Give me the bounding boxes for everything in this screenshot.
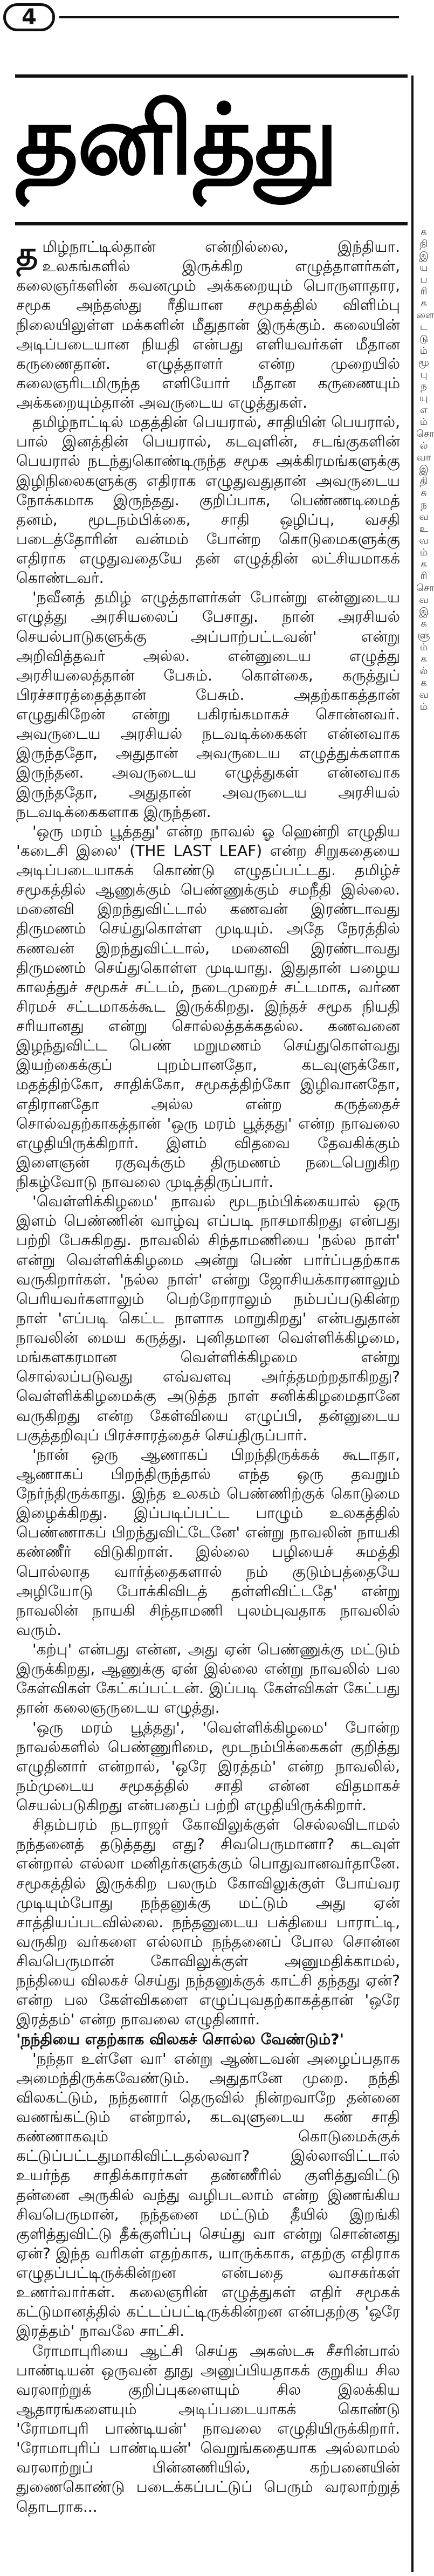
paragraph: 'நந்தா உள்ளே வா' என்று ஆண்டவன் அழைப்பதாக அமைந்திருக்கவேண்டும். அதுதானே முறை. நந்தி விலகட்டும், நந்தனார் தெருவில் நின்றவாறே தன்னை வணங்கட்டும் என்றால், கடவுளுடைய கண் சாதி கண்ணாகவும் கொடுமைக்குக் கட்டுப்பட்டதுமாகிவிட்டதல்லவா? இல்லாவிட்டால் உயர்ந்த சாதிக்காரர்கள் தண்ணீரில் குளித்துவிட்டு தன்னை அருகில் வந்து வழிபடலாம் என்ற இணங்கிய சிவபெருமான், நந்தனை மட்டும் தீயில் இறங்கி குளித்துவிட்டு தீக்குளிப்பு செய்து வா என்று சொன்னது ஏன்? இந்த வரிகள் எதற்காக, யாருக்காக, எதற்கு எதிராக எழுதப்பட்டிருக்கின்றன என்பதை வாசகர்கள் உணர்வார்கள். கலைஞரின் எழுத்துகள் எதிர் சமூகக் கட்டுமானத்தில் கட்டப்பட்டிருக்கின்றன என்பதற்கு 'ஒரே இரத்தம்' நாவலே சாட்சி. (16, 2049, 400, 2340)
column-divider (411, 75, 414, 2572)
paragraph: 'கற்பு' என்பது என்ன, அது ஏன் பெண்ணுக்கு மட்டும் இருக்கிறது, ஆணுக்கு ஏன் இல்லை என்று நாவலில் பல கேள்விகள் கேட்கப்பட்டன். இப்படி கேள்விகள் கேட்பது தான் கலைஞருடைய எழுத்து. (16, 1640, 400, 1717)
paragraph-text: மிழ்நாட்டில்தான் என்றில்லை, இந்தியா. உலகங்களில் இருக்கிற எழுத்தாளர்கள், கலைஞர்களின் கவனமும் அக்கறையும் பொருளாதார, சமூக அந்தஸ்து ரீதியான சமூகத்தில் விளிம்பு நிலையிலுள்ள மக்களின் மீதுதான் இருக்கும். கலையின் அடிப்படையான நியதி என்பது எளியவர்கள் மீதான கருணைதான். எழுத்தாளர் என்ற முறையில் கலைஞரிடமிருந்த எளியோர் மீதான கருணையும் அக்கறையும்தான் அவருடைய எழுத்துகள். (16, 238, 400, 411)
headline: தனித்து (15, 84, 337, 196)
paragraph: தமிழ்நாட்டில் மதத்தின் பெயரால், சாதியின் பெயரால், பால் இனத்தின் பெயரால், கடவுளின், சடங்குகளின் பெயரால் நடந்துகொண்டிருந்த சமூக அக்கிரமங்களுக்கு இழிநிலைகளுக்கு எதிராக எழுதுவதுதான் அவருடைய நோக்கமாக இருந்தது. குறிப்பாக, பெண்ணடிமைத் தனம், மூடநம்பிக்கை, சாதி ஒழிப்பு, வசதி படைத்தோரின் வன்மம் போன்ற கொடுமைகளுக்கு எதிராக எழுதுவதையே தன் எழுத்தின் லட்சியமாகக் கொண்டவர். (16, 413, 400, 587)
paragraph (16, 234, 400, 413)
header-rule (59, 16, 399, 18)
paragraph: 'ஒரு மரம் பூத்தது' என்ற நாவல் ஓ ஹென்றி எழுதிய 'கடைசி இலை' (THE LAST LEAF) என்ற சிறுகதையை அடிப்படையாகக் கொண்டு எழுதப்பட்டது. தமிழ்ச் சமூகத்தில் ஆணுக்கும் பெண்ணுக்கும் சமநீதி இல்லை. மனைவி இறந்துவிட்டால் கணவன் இரண்டாவது திருமணம் செய்துகொள்ள முடியும். அதே நேரத்தில் கணவன் இறந்துவிட்டால், மனைவி இரண்டாவது திருமணம் செய்துகொள்ள முடியாது. இதுதான் பழைய காலத்துச் சமூகச் சட்டம், நடைமுறைச் சட்டமாக, வர்ண சிரமச் சட்டமாகக்கூட இருக்கிறது. இந்தச் சமூக நியதி சரியானது என்று சொல்லத்தக்கதல்ல. கணவனை இழந்துவிட்ட பெண் மறுமணம் செய்துகொள்வது இயற்கைக்குப் புறம்பானதோ, கடவுளுக்கோ, மதத்திற்கோ, சாதிக்கோ, சமூகத்திற்கோ இழிவானதோ, எதிரானதோ அல்ல என்ற கருத்தைச் சொல்வதற்காகத்தான் 'ஒரு மரம் பூத்தது' என்ற நாவலை எழுதியிருக்கிறார். இளம் விதவை தேவகிக்கும் இளைஞன் ரகுவுக்கும் திருமணம் நடைபெறுகிற நிகழ்வோடு நாவலை முடித்திருப்பார். (16, 822, 400, 1191)
paragraph: 'நான் ஒரு ஆணாகப் பிறந்திருக்கக் கூடாதா, ஆணாகப் பிறந்திருந்தால் எந்த ஒரு தவறும் நேர்ந்திருக்காது. இந்த உலகம் பெண்ணிற்குக் கொடுமை இழைக்கிறது. இப்படிப்பட்ட பாழும் உலகத்தில் பெண்ணாகப் பிறந்துவிட்டேனே' என்று நாவலின் நாயகி கண்ணீர் விடுகிறாள். இல்லை பழியைச் சுமத்தி பொல்லாத வார்த்தைகளால் நம் குடும்பத்தையே அழியோடு போக்கிவிடத் தள்ளிவிட்டதே' என்று நாவலின் நாயகி சிந்தாமணி புலம்புவதாக நாவலில் வரும். (16, 1445, 400, 1639)
article-body (16, 234, 400, 2517)
paragraph: சிதம்பரம் நடராஜர் கோவிலுக்குள் செல்லவிடாமல் நந்தனைத் தடுத்தது எது? சிவபெருமானா? கடவுள் என்றால் எல்லா மனிதர்களுக்கும் பொதுவானவர்தானே. சமூகத்தில் இருக்கிற பலரும் கோவிலுக்குள் போய்வர முடியும்போது நந்தனுக்கு மட்டும் அது ஏன் சாத்தியப்படவில்லை. நந்தனுடைய பக்தியை பாராட்டி, வருகிற வர்களை எல்லாம் நந்தனைப் போல சொன்ன சிவபெருமான் கோவிலுக்குள் அனுமதிக்காமல், நந்தியை விலகச் செய்து நந்தனுக்குக் காட்சி தந்தது ஏன்? என்ற பல கேள்விகளை எழுப்புவதற்காகத்தான் 'ஒரே இரத்தம்' என்ற நாவலை எழுதினார். (16, 1816, 400, 2029)
adjacent-column-fragment: க நி இ ய ப ரி க ளை ட டு ம் மூ பு ந யு எ ம் சொ ல் வா இ தி சு ந வ உ வ ம் க ரி சொ வ இ க ளு ம் க ல் க வ ம் (416, 226, 434, 712)
subheading: 'நந்தியை எதற்காக விலகச் சொல்ல வேண்டும்?' (16, 2030, 345, 2048)
drop-cap: த (16, 234, 38, 273)
page-number-badge (3, 3, 55, 31)
paragraph: 'நவீனத் தமிழ் எழுத்தாளர்கள் போன்று என்னுடைய எழுத்து அரசியலைப் பேசாது. நான் அரசியல் செயல்பாடுகளுக்கு அப்பாற்பட்டவன்' என்று அறிவித்தவர் அல்ல. என்னுடைய எழுத்து அரசியலைத்தான் பேசும். கொள்கை, கருத்துப் பிரச்சாரத்தைத்தான் பேசும். அதற்காகத்தான் எழுதுகிறேன் என்று பகிரங்கமாகச் சொன்னவர். அவருடைய அரசியல் நடவடிக்கைகள் என்னவாக இருந்ததோ, அதுதான் அவருடைய எழுத்துக்களாக இருந்தன. அவருடைய எழுத்துகள் என்னவாக இருந்ததோ, அதுதான் அவருடைய அரசியல் நடவடிக்கைகளாக இருந்தன. (16, 588, 400, 821)
headline-rule-top (15, 74, 408, 78)
page-number: 4 (22, 5, 37, 30)
paragraph: ரோமாபுரியை ஆட்சி செய்த அகஸ்டசு சீசரின்பால் பாண்டியன் ஒருவன் தூது அனுப்பியதாகக் குறுகிய சில வரலாற்றுக் குறிப்புகளையும் சில இலக்கிய ஆதாரங்களையும் அடிப்படையாகக் கொண்டு 'ரோமாபுரி பாண்டியன்' நாவலை எழுதியிருக்கிறார். 'ரோமாபுரிப் பாண்டியன்' வெறுங்கதையாக அல்லாமல் வரலாற்றுப் பின்னணியில், கற்பனையின் துணைகொண்டு படைக்கப்பட்டுப் பெரும் வரலாற்றுத் தொடராக... (16, 2341, 400, 2516)
paragraph: 'ஒரு மரம் பூத்தது', 'வெள்ளிக்கிழமை' போன்ற நாவல்களில் பெண்ணுரிமை, மூடநம்பிக்கைகள் குறித்து எழுதினார் என்றால், 'ஒரே இரத்தம்' என்ற நாவலில், நம்முடைய சமூகத்தில் சாதி என்ன விதமாகச் செயல்படுகிறது என்பதைப் பற்றி எழுதியிருக்கிறார். (16, 1718, 400, 1814)
headline-rule-bottom (15, 222, 408, 225)
paragraph: 'வெள்ளிக்கிழமை' நாவல் மூடநம்பிக்கையால் ஒரு இளம் பெண்ணின் வாழ்வு எப்படி நாசமாகிறது என்பது பற்றி பேசுகிறது. நாவலில் சிந்தாமணியை 'நல்ல நாள்' என்று வெள்ளிக்கிழமை அன்று பெண் பார்ப்பதற்காக வருகிறார்கள். 'நல்ல நாள்' என்று ஜோசியக்காரனாலும் பெரியவர்களாலும் பெற்றோராலும் நம்பப்படுகின்ற நாள் 'எப்படி கெட்ட நாளாக மாறுகிறது' என்பதுதான் நாவலின் மைய கருத்து. புனிதமான வெள்ளிக்கிழமை, மங்களகரமான வெள்ளிக்கிழமை என்று சொல்லப்படுவது எவ்வளவு அர்த்தமற்றதாகிறது? வெள்ளிக்கிழமைக்கு அடுத்த நாள் சனிக்கிழமைதானே வருகிறது என்ற கேள்வியை எழுப்பி, தன்னுடைய பகுத்தறிவுப் பிரச்சாரத்தைச் செய்திருப்பார். (16, 1192, 400, 1444)
